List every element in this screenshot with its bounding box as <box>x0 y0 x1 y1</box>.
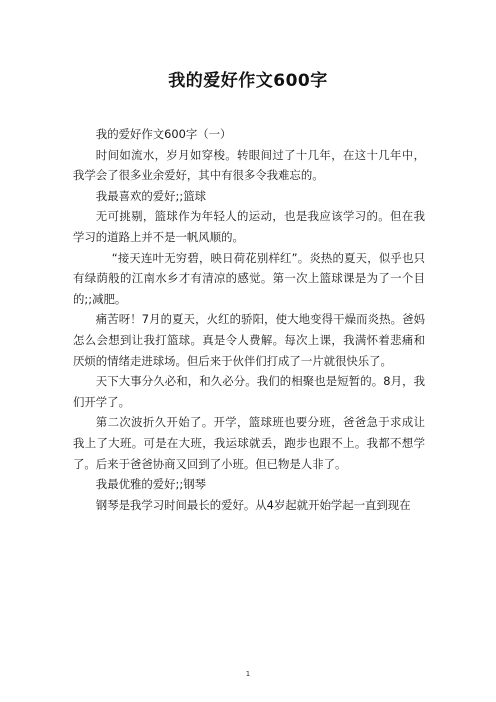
paragraph-quote: “接天连叶无穷碧，映日荷花别样红”。炎热的夏天，似乎也只有绿荫般的江南水乡才有清凉的感觉。第一次上篮球课是为了一个目的;;减肥。 <box>73 250 425 306</box>
paragraph-heading-basketball: 我最喜欢的爱好;;篮球 <box>95 188 206 203</box>
paragraph-heading-piano: 我最优雅的爱好;;钢琴 <box>95 477 206 492</box>
page-number: 1 <box>245 670 251 678</box>
paragraph-subtitle: 我的爱好作文600字（一） <box>95 127 232 141</box>
paragraph: 钢琴是我学习时间最长的爱好。从4岁起就开始学起一直到现在 <box>95 497 411 512</box>
document-body <box>73 124 425 515</box>
paragraph: 痛苦呀！7月的夏天，火红的骄阳，使大地变得干燥而炎热。爸妈怎么会想到让我打篮球。真是令人费解。每次上课，我满怀着悲痛和厌烦的情绪走进球场。但后来于伙伴们打成了一片就很快乐了。 <box>73 312 425 368</box>
document-title: 我的爱好作文600字 <box>168 71 328 91</box>
paragraph: 时间如流水，岁月如穿梭。转眼间过了十几年，在这十几年中，我学会了很多业余爱好，其中有很多令我难忘的。 <box>73 147 425 183</box>
paragraph: 天下大事分久必和，和久必分。我们的相聚也是短暂的。8月，我们开学了。 <box>73 374 425 409</box>
paragraph: 无可挑剔，篮球作为年轻人的运动，也是我应该学习的。但在我学习的道路上并不是一帆风顺的。 <box>73 209 425 244</box>
paragraph: 第二次波折久开始了。开学，篮球班也要分班，爸爸急于求成让我上了大班。可是在大班，我运球就丢，跑步也跟不上。我都不想学了。后来于爸爸协商又回到了小班。但已物是人非了。 <box>73 415 425 471</box>
